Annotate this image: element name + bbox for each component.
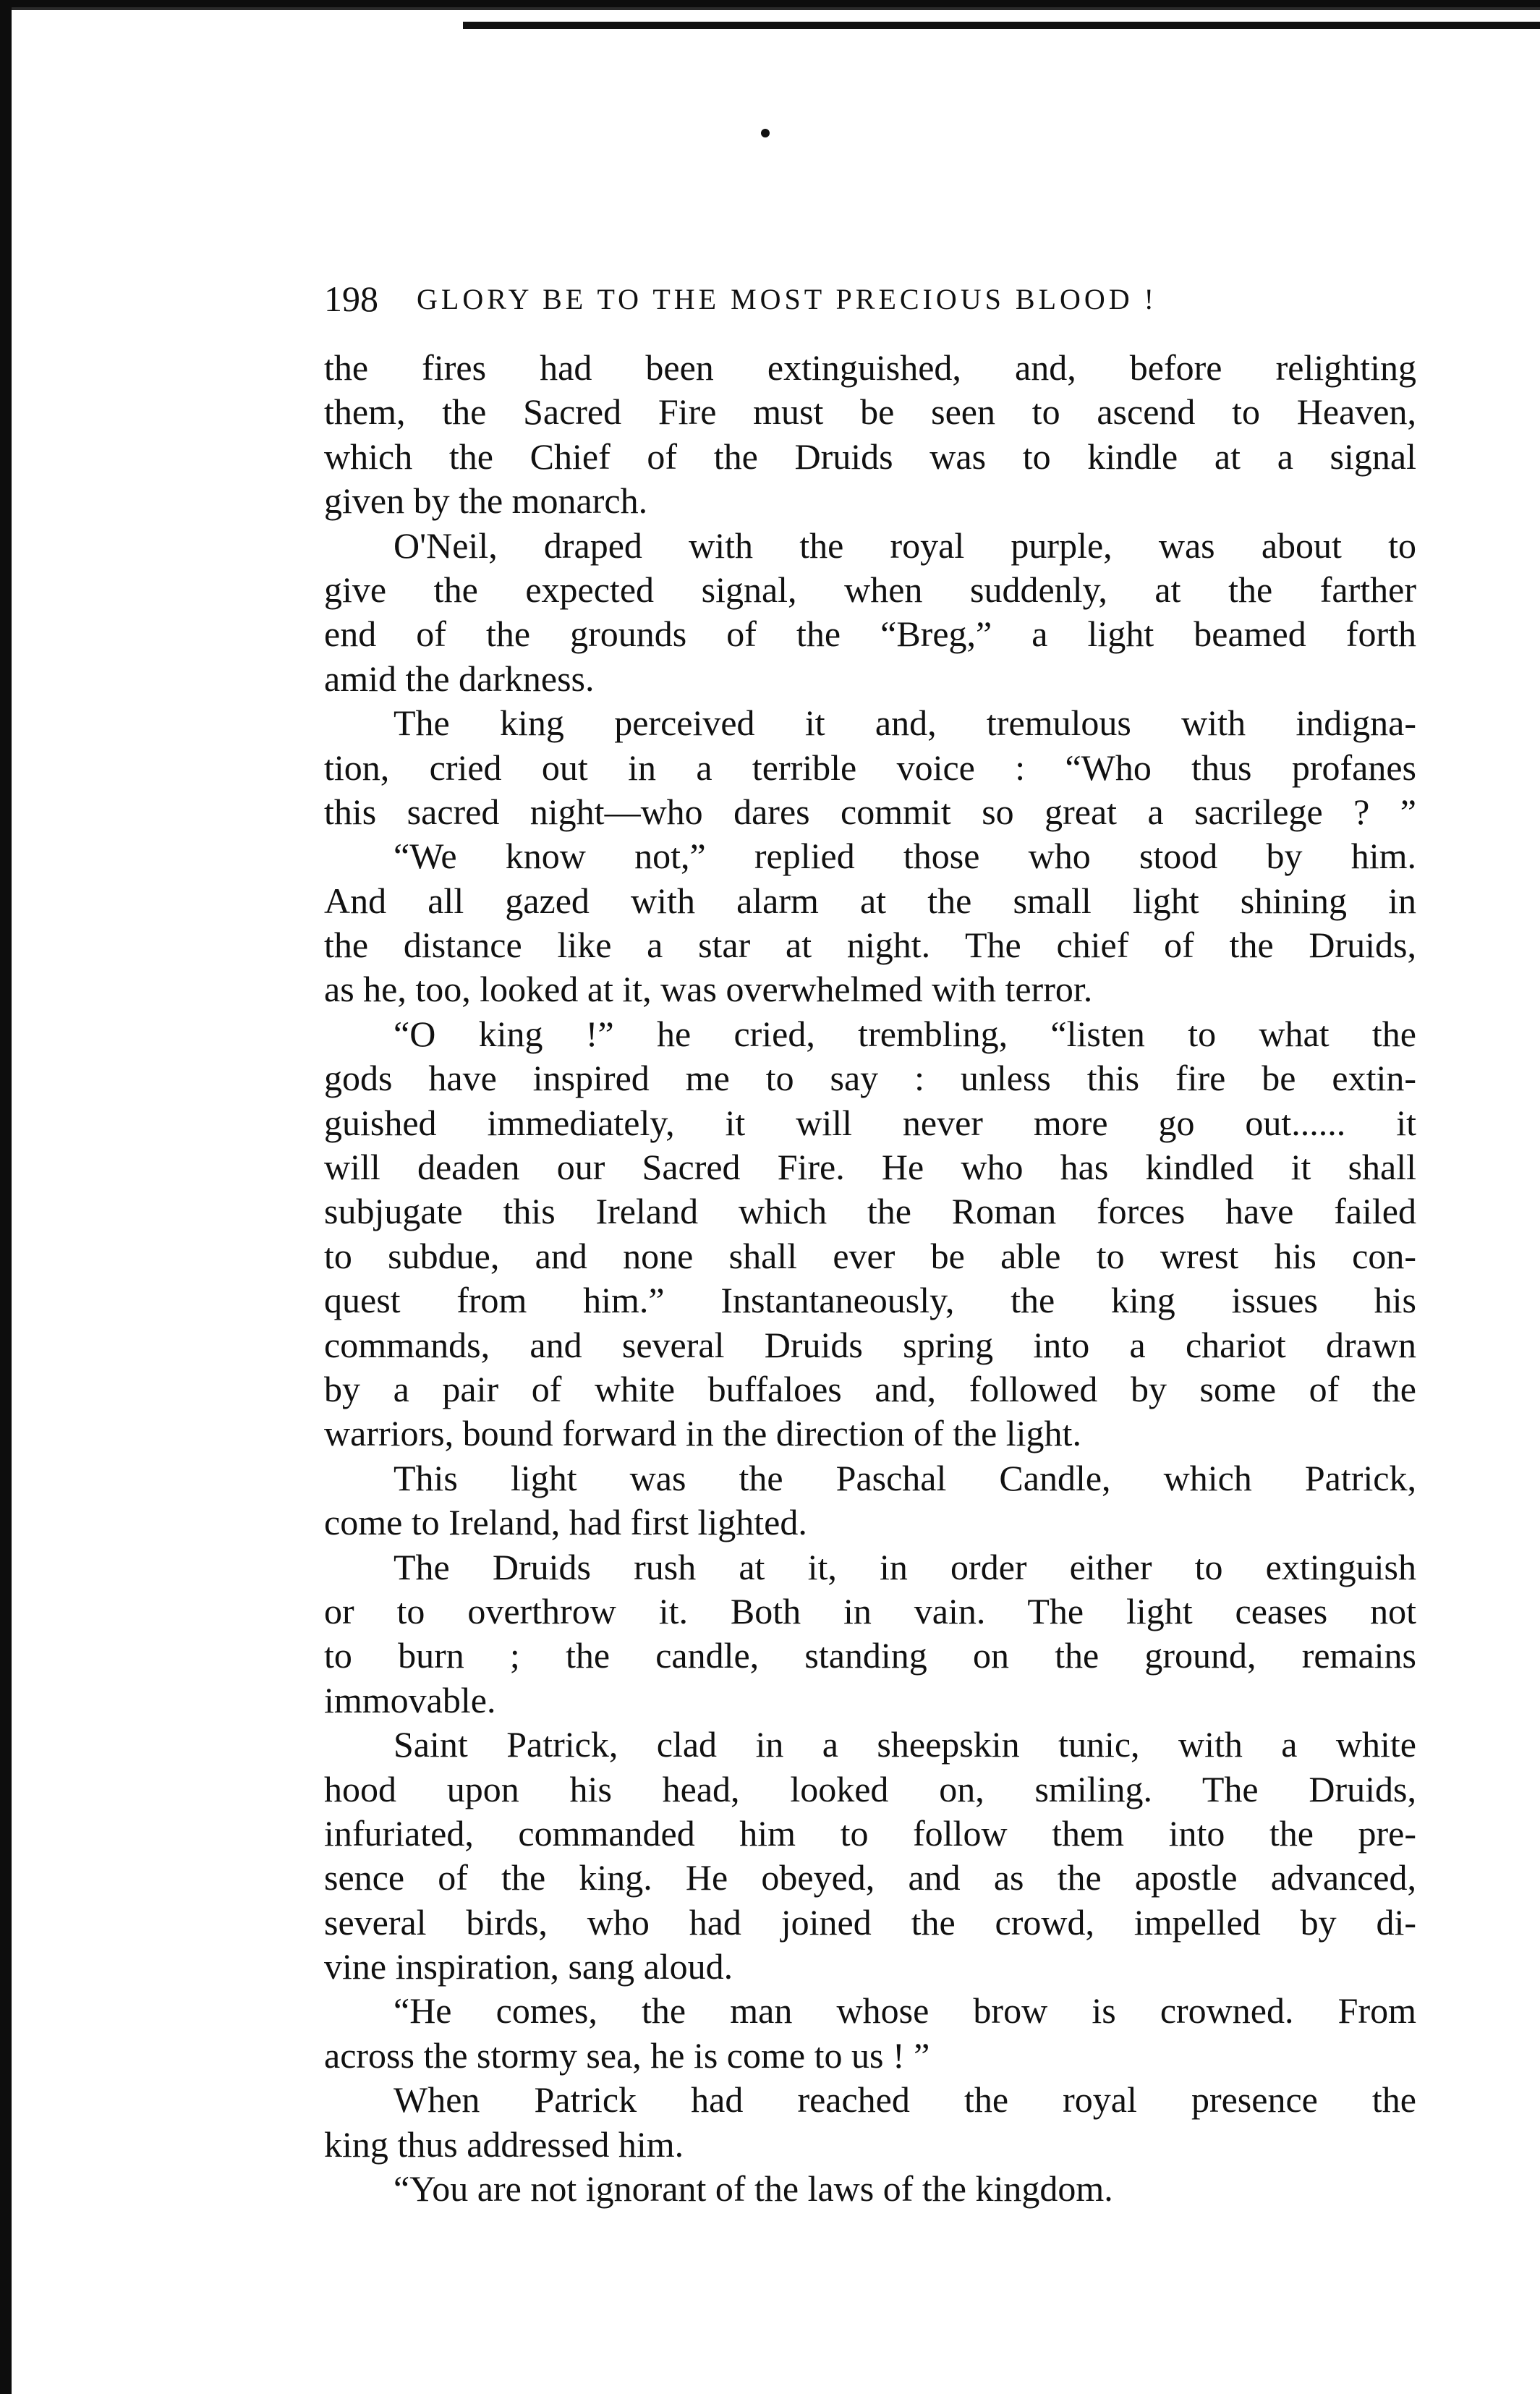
text-line: to subdue, and none shall ever be able to wrest his con- xyxy=(324,1235,1416,1276)
text-line: The Druids rush at it, in order either to extinguish xyxy=(393,1546,1416,1587)
text-line: come to Ireland, had first lighted. xyxy=(324,1502,807,1543)
text-line: give the expected signal, when suddenly, at the farther xyxy=(324,569,1416,610)
text-line: tion, cried out in a terrible voice : “Who thus profanes xyxy=(324,747,1416,788)
text-line: infuriated, commanded him to follow them into the pre- xyxy=(324,1812,1416,1854)
text-line: When Patrick had reached the royal presence the xyxy=(393,2079,1416,2121)
text-line: The king perceived it and, tremulous with indigna- xyxy=(393,703,1416,744)
text-line: warriors, bound forward in the direction of the light. xyxy=(324,1413,1081,1454)
text-line: sence of the king. He obeyed, and as the apostle advanced, xyxy=(324,1857,1416,1898)
text-line: vine inspiration, sang aloud. xyxy=(324,1946,733,1987)
text-line: And all gazed with alarm at the small light shining in xyxy=(324,880,1416,921)
text-line: given by the monarch. xyxy=(324,480,648,522)
scan-border-top-thin xyxy=(12,7,1540,10)
text-line: Saint Patrick, clad in a sheepskin tunic, with a white xyxy=(393,1724,1416,1765)
text-line: the fires had been extinguished, and, before relighting xyxy=(324,347,1416,388)
text-line: subjugate this Ireland which the Roman forces have failed xyxy=(324,1191,1416,1232)
text-line: end of the grounds of the “Breg,” a light beamed forth xyxy=(324,614,1416,655)
scan-border-top xyxy=(0,0,1540,7)
text-line: or to overthrow it. Both in vain. The light ceases not xyxy=(324,1590,1416,1631)
text-line: “We know not,” replied those who stood by him. xyxy=(393,836,1416,877)
text-line: This light was the Paschal Candle, which Patrick, xyxy=(393,1457,1416,1498)
text-line: by a pair of white buffaloes and, followed by some of the xyxy=(324,1368,1416,1409)
text-line: “He comes, the man whose brow is crowned. From xyxy=(393,1990,1416,2032)
text-line: several birds, who had joined the crowd, impelled by di- xyxy=(324,1901,1416,1943)
running-head-title: GLORY BE TO THE MOST PRECIOUS BLOOD ! xyxy=(417,283,1157,315)
text-line: as he, too, looked at it, was overwhelmed with terror. xyxy=(324,969,1093,1010)
text-line: immovable. xyxy=(324,1679,496,1720)
text-line: amid the darkness. xyxy=(324,658,595,699)
text-line: the distance like a star at night. The chief of the Druids, xyxy=(324,925,1416,966)
text-line: “You are not ignorant of the laws of the kingdom. xyxy=(393,2168,1113,2210)
ink-speck xyxy=(761,129,770,137)
page-number: 198 xyxy=(324,279,378,319)
text-line: which the Chief of the Druids was to kindle at a signal xyxy=(324,436,1416,477)
body-text xyxy=(324,346,1416,2211)
text-line: will deaden our Sacred Fire. He who has kindled it shall xyxy=(324,1147,1416,1188)
text-line: quest from him.” Instantaneously, the king issues his xyxy=(324,1280,1416,1321)
text-line: across the stormy sea, he is come to us ! ” xyxy=(324,2034,930,2076)
text-line: “O king !” he cried, trembling, “listen to what the xyxy=(393,1013,1416,1054)
text-line: gods have inspired me to say : unless this fire be extin- xyxy=(324,1058,1416,1099)
running-head xyxy=(324,273,1438,324)
text-line: this sacred night—who dares commit so great a sacrilege ? ” xyxy=(324,791,1416,832)
text-line: to burn ; the candle, standing on the ground, remains xyxy=(324,1635,1416,1676)
text-line: commands, and several Druids spring into a chariot drawn xyxy=(324,1324,1416,1365)
text-line: hood upon his head, looked on, smiling. The Druids, xyxy=(324,1768,1416,1809)
scan-border-top-rule xyxy=(463,22,1540,29)
text-line: king thus addressed him. xyxy=(324,2123,684,2165)
scan-border-left xyxy=(0,0,12,2394)
text-line: them, the Sacred Fire must be seen to ascend to Heaven, xyxy=(324,391,1416,433)
text-line: guished immediately, it will never more go out...... it xyxy=(324,1102,1416,1143)
text-line: O'Neil, draped with the royal purple, was about to xyxy=(393,525,1416,566)
